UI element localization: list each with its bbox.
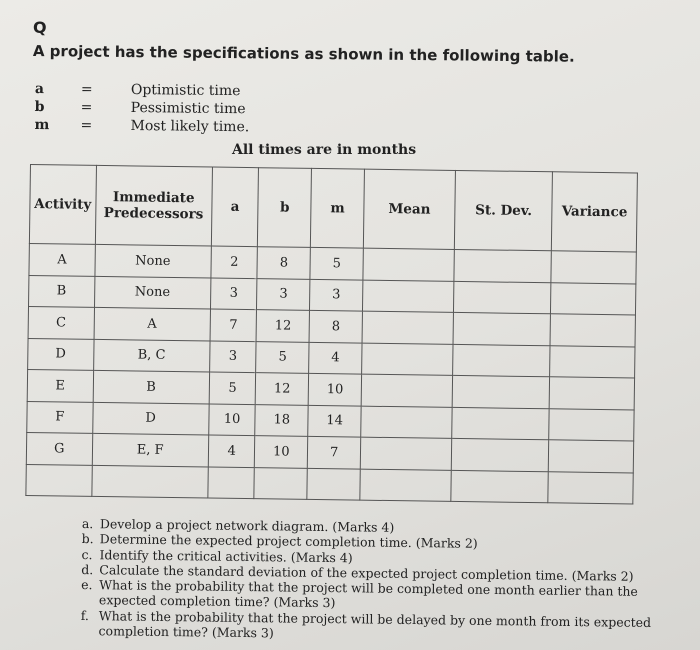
question-text: Develop a project network diagram. (Marks 4) — [99, 516, 395, 535]
cell-b: 8 — [257, 247, 310, 279]
cell-mean — [360, 437, 451, 470]
cell-variance — [549, 408, 634, 441]
cell-m: 3 — [310, 279, 363, 311]
question-letter: c. — [81, 546, 93, 562]
cell-m: 14 — [308, 405, 361, 437]
cell-activity: C — [28, 306, 94, 338]
cell-activity: F — [27, 401, 93, 433]
variable-legend — [34, 80, 249, 136]
empty-cell — [254, 467, 307, 499]
cell-variance — [550, 314, 635, 347]
question-text: Identify the critical activities. (Marks 4) — [99, 546, 353, 565]
cell-m: 8 — [309, 310, 362, 342]
cell-mean — [362, 343, 453, 376]
table-header-row — [29, 165, 637, 252]
legend-equals: = — [80, 99, 93, 116]
cell-predecessors: None — [94, 276, 211, 309]
cell-variance — [549, 377, 634, 410]
header-b: b — [258, 168, 312, 248]
question-list — [81, 516, 680, 646]
legend-symbol: a — [34, 80, 45, 98]
question-text: Calculate the standard deviation of the expected project completion time. (Marks 2) — [99, 562, 634, 584]
header-m: m — [311, 168, 365, 248]
legend-symbol: m — [34, 116, 50, 134]
cell-activity: A — [29, 243, 95, 275]
legend-row — [34, 116, 249, 136]
header-a: a — [211, 167, 259, 247]
cell-a: 2 — [211, 246, 258, 278]
question-item — [81, 608, 679, 646]
empty-cell — [208, 467, 255, 499]
cell-b: 10 — [255, 436, 308, 468]
cell-activity: B — [29, 275, 95, 307]
legend-description: Most likely time. — [130, 118, 250, 136]
cell-a: 5 — [209, 372, 256, 404]
legend-row — [35, 80, 250, 100]
header-activity: Activity — [29, 165, 96, 245]
cell-b: 5 — [256, 341, 309, 373]
cell-mean — [361, 374, 452, 407]
empty-cell — [360, 469, 451, 502]
header-variance: Variance — [552, 172, 638, 252]
cell-sd — [454, 249, 552, 282]
activity-table-wrapper — [25, 164, 638, 504]
cell-mean — [363, 280, 454, 313]
question-letter: f. — [80, 607, 90, 623]
question-letter: a. — [81, 516, 94, 532]
cell-variance — [551, 282, 636, 315]
cell-sd — [453, 312, 551, 345]
empty-cell — [307, 468, 360, 500]
cell-sd — [451, 438, 549, 471]
cell-activity: D — [28, 338, 94, 370]
cell-activity: E — [27, 369, 93, 401]
cell-sd — [452, 407, 550, 440]
cell-a: 7 — [210, 309, 257, 341]
cell-predecessors: E, F — [92, 433, 209, 466]
cell-predecessors: B, C — [93, 339, 210, 372]
question-label: Q — [33, 18, 47, 37]
empty-cell — [548, 471, 633, 504]
cell-variance — [551, 251, 636, 284]
question-text: What is the probability that the project will be completed one month earlier than the expected completion time? (Marks 3) — [98, 577, 638, 611]
cell-b: 12 — [256, 373, 309, 405]
cell-a: 3 — [209, 341, 256, 373]
question-text: What is the probability that the project will be delayed by one month from its expected completion time? (Marks 3) — [98, 607, 652, 641]
units-note: All times are in months — [232, 142, 417, 158]
question-text: Determine the expected project completion time. (Marks 2) — [99, 531, 478, 552]
empty-cell — [91, 465, 208, 498]
cell-b: 18 — [255, 404, 308, 436]
cell-sd — [454, 281, 552, 314]
legend-description: Pessimistic time — [130, 100, 246, 118]
legend-equals: = — [80, 81, 93, 98]
cell-sd — [452, 375, 550, 408]
legend-row — [35, 98, 250, 118]
legend-equals: = — [80, 117, 93, 134]
cell-variance — [549, 440, 634, 473]
cell-predecessors: None — [95, 244, 212, 277]
cell-m: 5 — [310, 247, 363, 279]
cell-m: 4 — [309, 342, 362, 374]
cell-b: 12 — [256, 310, 309, 342]
legend-description: Optimistic time — [130, 82, 241, 100]
empty-cell — [26, 464, 92, 496]
empty-cell — [451, 470, 549, 503]
cell-a: 4 — [208, 435, 255, 467]
cell-predecessors: D — [92, 402, 209, 435]
cell-m: 10 — [308, 373, 361, 405]
question-letter: b. — [81, 531, 94, 547]
header-mean: Mean — [363, 169, 455, 249]
header-sd: St. Dev. — [454, 170, 552, 250]
header-predecessors: Immediate Predecessors — [95, 165, 212, 246]
cell-mean — [361, 406, 452, 439]
cell-a: 10 — [209, 404, 256, 436]
cell-m: 7 — [308, 436, 361, 468]
activity-table — [25, 164, 638, 504]
question-letter: d. — [81, 561, 94, 578]
cell-b: 3 — [257, 278, 310, 310]
cell-activity: G — [26, 432, 92, 464]
cell-mean — [363, 248, 454, 281]
question-letter: e. — [81, 577, 93, 593]
problem-statement: A project has the specifications as shown in the following table. — [32, 42, 575, 66]
cell-mean — [362, 311, 453, 344]
cell-sd — [453, 344, 551, 377]
cell-predecessors: B — [93, 370, 210, 403]
cell-variance — [550, 345, 635, 378]
legend-symbol: b — [34, 98, 45, 116]
cell-predecessors: A — [94, 307, 211, 340]
cell-a: 3 — [210, 278, 257, 310]
